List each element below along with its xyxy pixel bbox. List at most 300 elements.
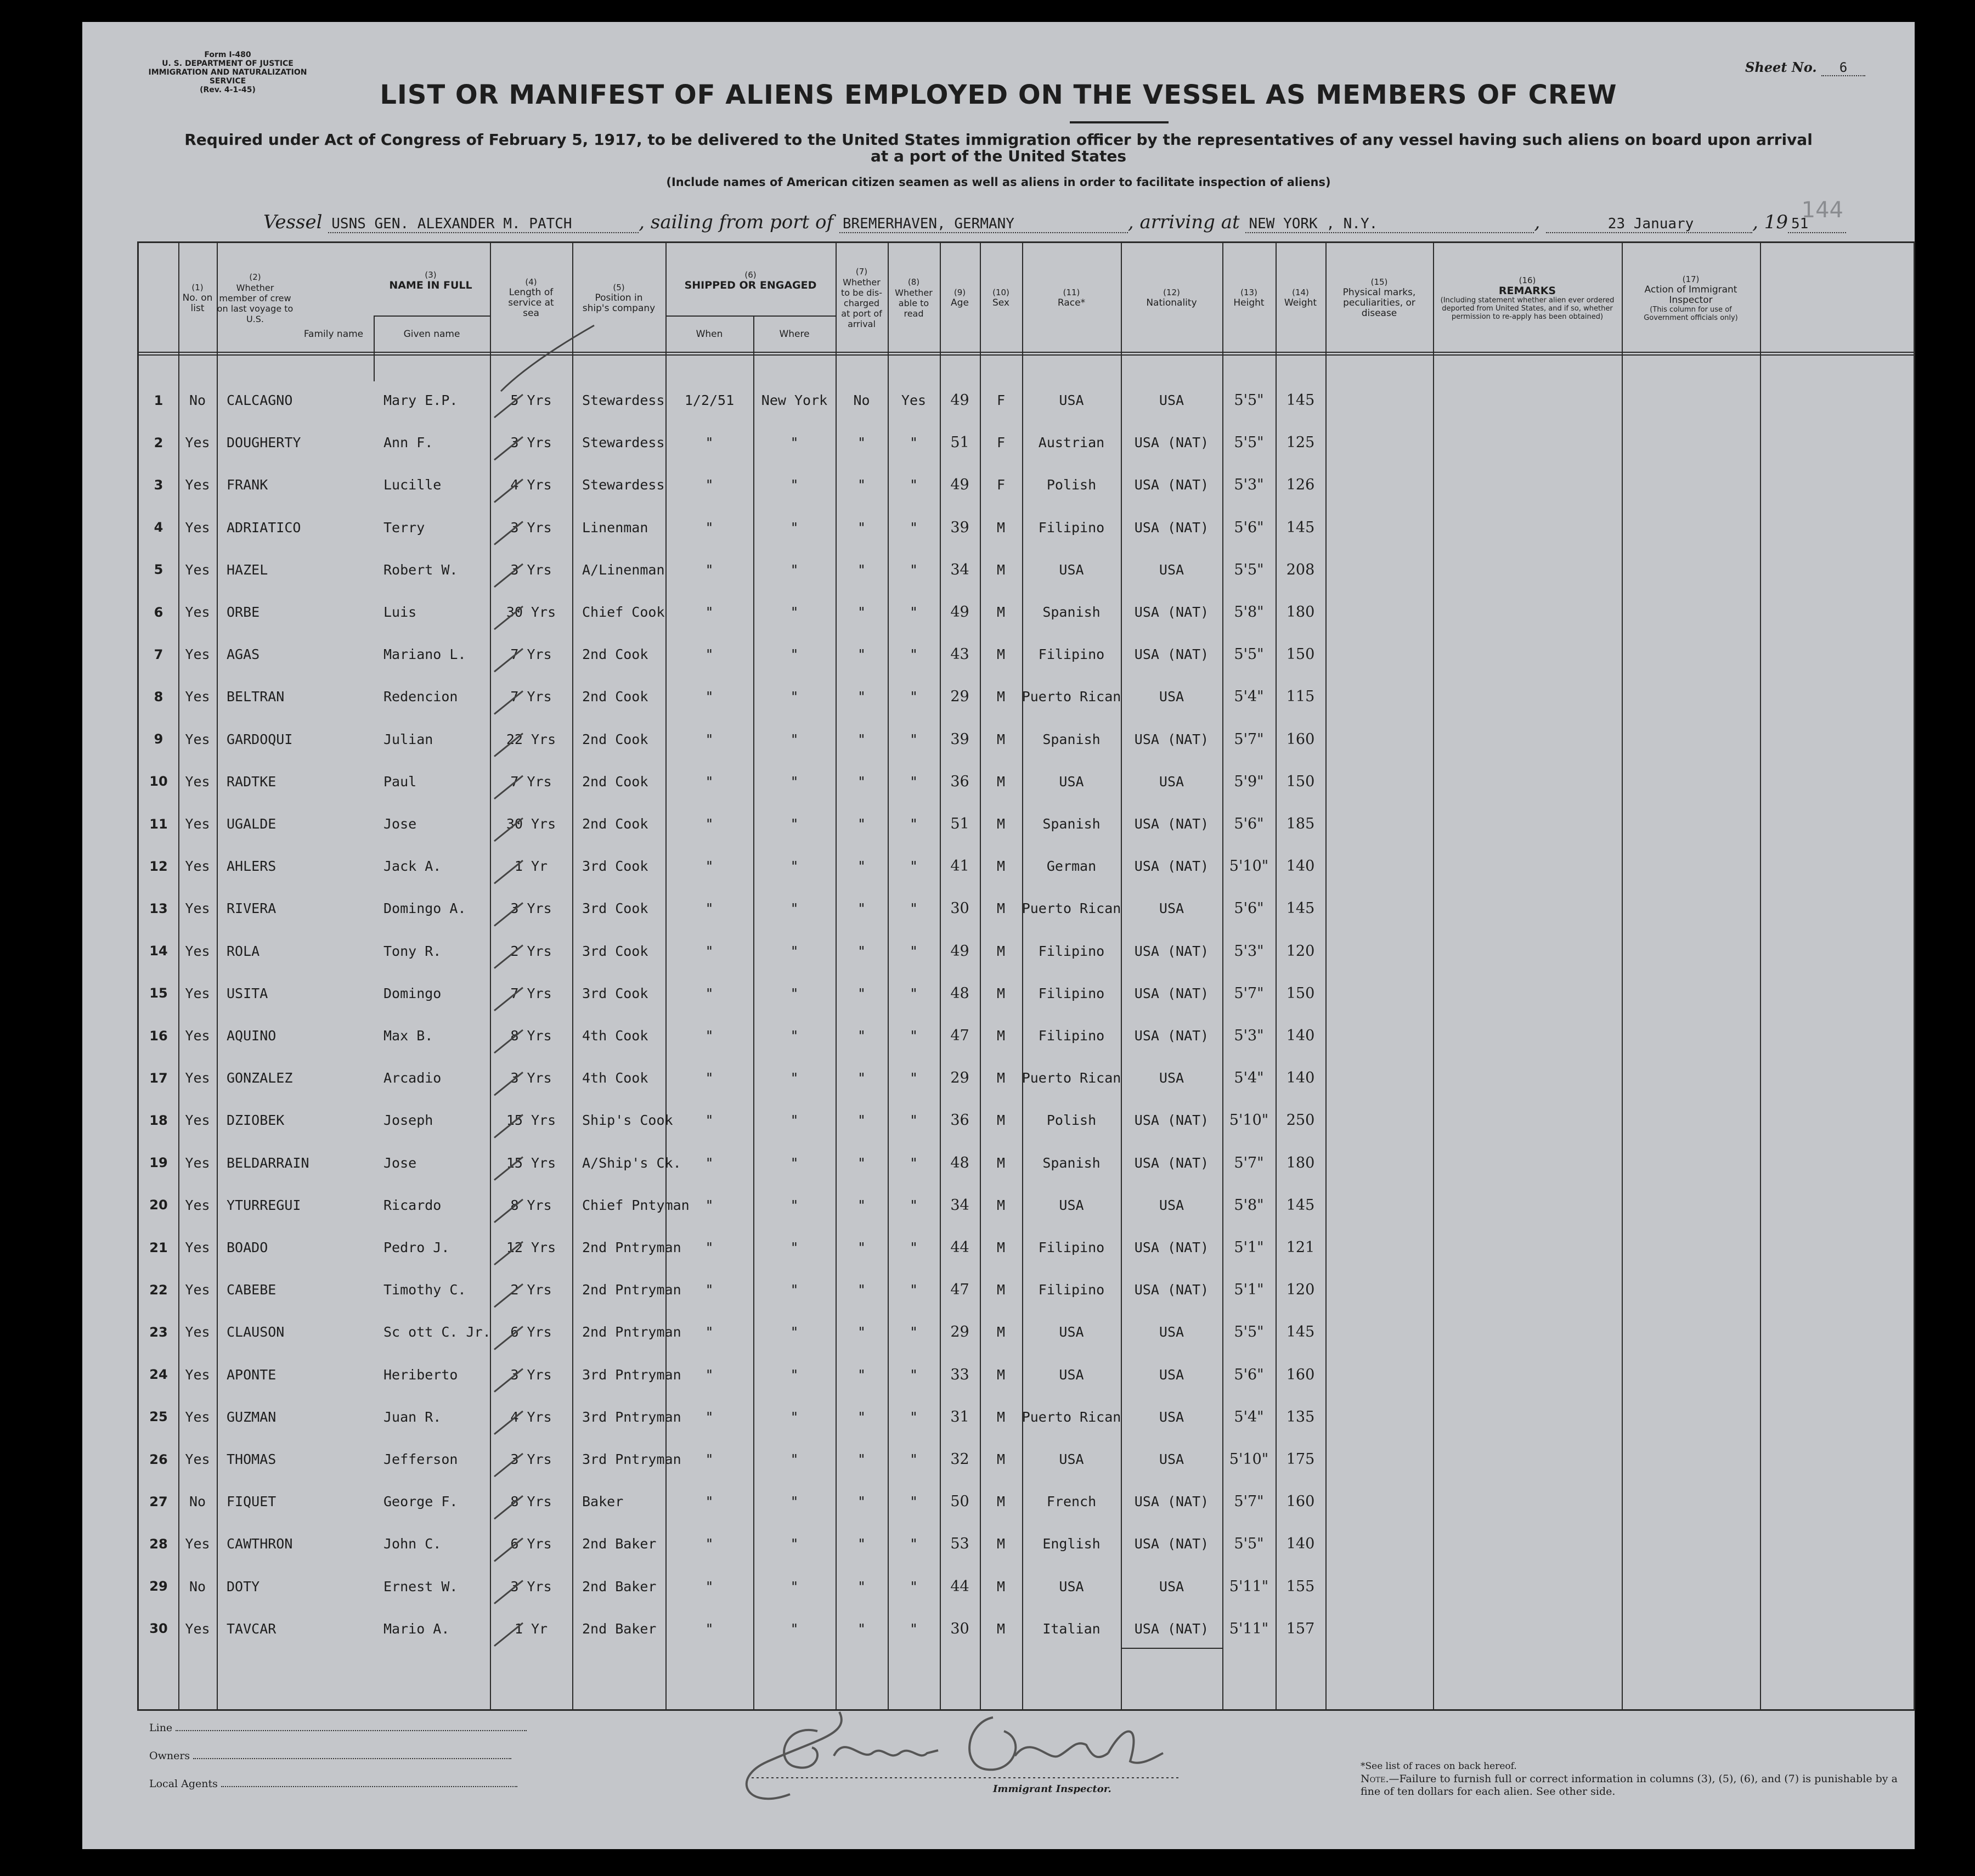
height-cell: 5'5" bbox=[1234, 434, 1264, 452]
position-cell: 3rd Pntryman bbox=[582, 1409, 681, 1425]
position-cell: Stewardess bbox=[582, 477, 665, 493]
able-to-read-cell: " bbox=[909, 477, 918, 493]
nationality-cell: USA bbox=[1159, 561, 1184, 578]
able-to-read-cell: " bbox=[909, 943, 918, 959]
service-cell: 15 Yrs bbox=[506, 1112, 556, 1129]
service-cell: 8 Yrs bbox=[510, 1494, 552, 1510]
weight-cell: 145 bbox=[1286, 392, 1315, 409]
nationality-cell: USA (NAT) bbox=[1134, 1240, 1209, 1255]
row-number: 9 bbox=[154, 731, 163, 747]
sex-cell: M bbox=[996, 561, 1006, 578]
check-mark bbox=[494, 395, 523, 418]
sex-cell: M bbox=[996, 1324, 1006, 1340]
given-name-cell: Redencion bbox=[383, 689, 458, 705]
age-cell: 49 bbox=[950, 392, 969, 409]
shipped-when-cell: " bbox=[705, 1282, 714, 1298]
sex-cell: M bbox=[996, 1620, 1006, 1637]
able-to-read-cell: Yes bbox=[901, 392, 927, 408]
shipped-when-cell: " bbox=[705, 985, 714, 1001]
discharged-cell: " bbox=[857, 689, 866, 705]
header-discharged: (7) Whether to be dis- charged at port of arrival bbox=[841, 267, 882, 329]
header-family-name: Family name bbox=[303, 328, 364, 340]
height-cell: 5'7" bbox=[1234, 1493, 1264, 1511]
position-cell: 2nd Cook bbox=[582, 816, 648, 832]
check-mark bbox=[494, 1284, 523, 1307]
nationality-cell: USA bbox=[1159, 1197, 1184, 1213]
weight-cell: 155 bbox=[1286, 1578, 1315, 1595]
race-cell: USA bbox=[1059, 1197, 1084, 1213]
able-to-read-cell: " bbox=[909, 1028, 918, 1044]
check-mark bbox=[494, 437, 523, 460]
last-voyage-cell: Yes bbox=[185, 1620, 210, 1637]
sex-cell: M bbox=[996, 900, 1006, 917]
height-cell: 5'4" bbox=[1234, 688, 1264, 706]
title-divider bbox=[1070, 121, 1169, 123]
height-cell: 5'6" bbox=[1234, 519, 1264, 536]
sheet-number-label: Sheet No. bbox=[1745, 59, 1817, 75]
able-to-read-cell: " bbox=[909, 646, 918, 663]
age-cell: 39 bbox=[950, 519, 969, 536]
family-name-cell: USITA bbox=[227, 985, 268, 1001]
able-to-read-cell: " bbox=[909, 1620, 918, 1637]
last-voyage-cell: Yes bbox=[185, 689, 210, 705]
shipped-when-cell: " bbox=[705, 435, 714, 451]
penalty-note bbox=[1361, 1773, 1909, 1798]
race-cell: Spanish bbox=[1042, 816, 1101, 832]
age-cell: 49 bbox=[950, 476, 969, 494]
position-cell: Ship's Cook bbox=[582, 1112, 673, 1129]
weight-cell: 121 bbox=[1286, 1239, 1315, 1256]
sex-cell: M bbox=[996, 773, 1006, 790]
age-cell: 34 bbox=[950, 1196, 969, 1214]
age-cell: 47 bbox=[950, 1027, 969, 1044]
last-voyage-cell: Yes bbox=[185, 816, 210, 832]
discharged-cell: " bbox=[857, 858, 866, 875]
check-mark bbox=[494, 1326, 523, 1349]
vessel-line: Vessel USNS GEN. ALEXANDER M. PATCH , sailing from port of BREMERHAVEN, GERMANY , arriving at NEW YORK , N.Y. , 23 January , 19 51 bbox=[263, 211, 1846, 233]
sex-cell: M bbox=[996, 1578, 1006, 1595]
discharged-cell: " bbox=[857, 1240, 866, 1255]
family-name-cell: DZIOBEK bbox=[227, 1112, 285, 1129]
arrival-year: 51 bbox=[1788, 216, 1846, 233]
shipped-when-cell: " bbox=[705, 1620, 714, 1637]
service-cell: 3 Yrs bbox=[510, 561, 552, 578]
shipped-when-cell: 1/2/51 bbox=[684, 392, 735, 408]
header-name-in-full: (3) NAME IN FULL bbox=[389, 269, 472, 291]
able-to-read-cell: " bbox=[909, 731, 918, 747]
row-number: 25 bbox=[149, 1409, 168, 1425]
height-cell: 5'5" bbox=[1234, 646, 1264, 663]
shipped-when-cell: " bbox=[705, 1112, 714, 1129]
shipped-where-cell: " bbox=[790, 943, 799, 959]
nationality-cell: USA (NAT) bbox=[1134, 858, 1209, 875]
stamp-number: 144 bbox=[1801, 198, 1843, 223]
able-to-read-cell: " bbox=[909, 1240, 918, 1255]
shipped-where-cell: New York bbox=[761, 392, 828, 408]
nationality-cell: USA (NAT) bbox=[1134, 519, 1209, 536]
race-cell: USA bbox=[1059, 561, 1084, 578]
position-cell: A/Ship's Ck. bbox=[582, 1154, 681, 1171]
race-cell: Filipino bbox=[1038, 1028, 1105, 1044]
check-mark bbox=[494, 649, 523, 672]
height-cell: 5'10" bbox=[1229, 1112, 1269, 1129]
service-cell: 3 Yrs bbox=[510, 1070, 552, 1086]
shipped-when-cell: " bbox=[705, 1409, 714, 1425]
sex-cell: F bbox=[996, 477, 1006, 493]
form-number: Form I-480 bbox=[204, 50, 251, 59]
last-voyage-cell: Yes bbox=[185, 773, 210, 790]
last-voyage-cell: Yes bbox=[185, 985, 210, 1001]
sex-cell: M bbox=[996, 1112, 1006, 1129]
service-cell: 1 Yr bbox=[514, 858, 548, 875]
sailing-label: , sailing from port of bbox=[639, 211, 834, 233]
sex-cell: F bbox=[996, 435, 1006, 451]
given-name-cell: Robert W. bbox=[383, 561, 458, 578]
nationality-cell: USA bbox=[1159, 1324, 1184, 1340]
header-sex: (10) Sex bbox=[992, 288, 1009, 308]
shipped-where-cell: " bbox=[790, 1197, 799, 1213]
last-voyage-cell: Yes bbox=[185, 1366, 210, 1383]
given-name-cell: Ann F. bbox=[383, 435, 433, 451]
race-cell: USA bbox=[1059, 1578, 1084, 1595]
family-name-cell: UGALDE bbox=[227, 816, 276, 832]
position-cell: Chief Cook bbox=[582, 604, 665, 620]
able-to-read-cell: " bbox=[909, 1494, 918, 1510]
discharged-cell: " bbox=[857, 561, 866, 578]
sex-cell: M bbox=[996, 689, 1006, 705]
shipped-when-cell: " bbox=[705, 773, 714, 790]
age-cell: 48 bbox=[950, 1154, 969, 1171]
height-cell: 5'11" bbox=[1229, 1578, 1269, 1595]
shipped-where-cell: " bbox=[790, 900, 799, 917]
check-mark bbox=[494, 860, 523, 883]
last-voyage-cell: Yes bbox=[185, 1240, 210, 1255]
shipped-when-cell: " bbox=[705, 1578, 714, 1595]
position-cell: 2nd Cook bbox=[582, 689, 648, 705]
discharged-cell: " bbox=[857, 1494, 866, 1510]
family-name-cell: GARDOQUI bbox=[227, 731, 293, 747]
weight-cell: 208 bbox=[1286, 561, 1315, 578]
service-cell: 12 Yrs bbox=[506, 1240, 556, 1255]
position-cell: 2nd Baker bbox=[582, 1620, 657, 1637]
position-cell: 3rd Cook bbox=[582, 943, 648, 959]
nationality-cell: USA (NAT) bbox=[1134, 985, 1209, 1001]
nationality-cell: USA (NAT) bbox=[1134, 1494, 1209, 1510]
sex-cell: M bbox=[996, 1409, 1006, 1425]
vessel-name: USNS GEN. ALEXANDER M. PATCH bbox=[328, 216, 639, 233]
shipped-when-cell: " bbox=[705, 604, 714, 620]
service-cell: 7 Yrs bbox=[510, 646, 552, 663]
service-cell: 30 Yrs bbox=[506, 604, 556, 620]
row-number: 27 bbox=[149, 1494, 168, 1509]
height-cell: 5'6" bbox=[1234, 815, 1264, 832]
shipped-when-cell: " bbox=[705, 816, 714, 832]
check-mark bbox=[494, 818, 523, 841]
row-number: 15 bbox=[149, 985, 168, 1001]
row-number: 7 bbox=[154, 646, 163, 662]
sex-cell: M bbox=[996, 646, 1006, 663]
service-cell: 3 Yrs bbox=[510, 1366, 552, 1383]
height-cell: 5'7" bbox=[1234, 984, 1264, 1002]
nationality-cell: USA bbox=[1159, 392, 1184, 408]
sex-cell: M bbox=[996, 1536, 1006, 1552]
discharged-cell: " bbox=[857, 985, 866, 1001]
family-name-cell: AGAS bbox=[227, 646, 260, 663]
discharged-cell: " bbox=[857, 1366, 866, 1383]
given-name-cell: Arcadio bbox=[383, 1070, 442, 1086]
position-cell: 3rd Pntryman bbox=[582, 1451, 681, 1467]
check-mark bbox=[494, 1369, 523, 1392]
position-cell: Stewardess bbox=[582, 392, 665, 408]
header-remarks: (16) REMARKS (Including statement whether alien ever ordered deported from United States, and if so, whether permission to re-apply has been obtained) bbox=[1440, 275, 1615, 321]
position-cell: 2nd Cook bbox=[582, 646, 648, 663]
note-label: Note. bbox=[1361, 1773, 1389, 1785]
row-number: 13 bbox=[149, 900, 168, 916]
height-cell: 5'5" bbox=[1234, 561, 1264, 578]
able-to-read-cell: " bbox=[909, 1409, 918, 1425]
given-name-cell: Mariano L. bbox=[383, 646, 466, 663]
discharged-cell: " bbox=[857, 1451, 866, 1467]
position-cell: 3rd Pntryman bbox=[582, 1366, 681, 1383]
race-cell: Italian bbox=[1042, 1620, 1101, 1637]
nationality-cell: USA bbox=[1159, 1366, 1184, 1383]
row-number: 10 bbox=[149, 774, 168, 790]
last-voyage-cell: No bbox=[189, 1578, 206, 1595]
last-voyage-cell: Yes bbox=[185, 731, 210, 747]
service-cell: 5 Yrs bbox=[510, 392, 552, 408]
shipped-where-cell: " bbox=[790, 985, 799, 1001]
crew-table bbox=[137, 241, 1915, 1711]
height-cell: 5'10" bbox=[1229, 858, 1269, 875]
race-cell: Filipino bbox=[1038, 1240, 1105, 1255]
weight-cell: 160 bbox=[1286, 730, 1315, 748]
shipped-where-cell: " bbox=[790, 1240, 799, 1255]
shipped-where-cell: " bbox=[790, 604, 799, 620]
check-mark bbox=[501, 325, 594, 391]
manifest-sheet bbox=[82, 22, 1915, 1849]
check-mark bbox=[494, 1454, 523, 1477]
family-name-cell: DOUGHERTY bbox=[227, 435, 301, 451]
weight-cell: 145 bbox=[1286, 519, 1315, 536]
able-to-read-cell: " bbox=[909, 1366, 918, 1383]
nationality-cell: USA bbox=[1159, 1070, 1184, 1086]
sex-cell: M bbox=[996, 1240, 1006, 1255]
year-prefix: 19 bbox=[1764, 211, 1788, 233]
shipped-when-cell: " bbox=[705, 943, 714, 959]
shipped-when-cell: " bbox=[705, 1366, 714, 1383]
nationality-cell: USA (NAT) bbox=[1134, 1620, 1209, 1637]
family-name-cell: BELDARRAIN bbox=[227, 1154, 309, 1171]
age-cell: 50 bbox=[950, 1493, 969, 1511]
check-mark bbox=[494, 1157, 523, 1180]
header-physical-marks: (15) Physical marks, peculiarities, or disease bbox=[1342, 277, 1416, 319]
discharged-cell: " bbox=[857, 519, 866, 536]
family-name-cell: CAWTHRON bbox=[227, 1536, 293, 1552]
last-voyage-cell: No bbox=[189, 392, 206, 408]
age-cell: 31 bbox=[950, 1408, 969, 1426]
shipped-where-cell: " bbox=[790, 435, 799, 451]
header-list-number: (1) No. on list bbox=[182, 282, 213, 314]
height-cell: 5'4" bbox=[1234, 1408, 1264, 1426]
form-department: U. S. DEPARTMENT OF JUSTICE bbox=[162, 59, 294, 68]
given-name-cell: Ernest W. bbox=[383, 1578, 458, 1595]
discharged-cell: " bbox=[857, 1578, 866, 1595]
weight-cell: 185 bbox=[1286, 815, 1315, 832]
service-cell: 3 Yrs bbox=[510, 1451, 552, 1467]
header-where: Where bbox=[779, 328, 810, 340]
sex-cell: M bbox=[996, 858, 1006, 875]
service-cell: 15 Yrs bbox=[506, 1154, 556, 1171]
given-name-cell: Max B. bbox=[383, 1028, 433, 1044]
age-cell: 51 bbox=[950, 434, 969, 452]
position-cell: 2nd Pntryman bbox=[582, 1240, 681, 1255]
last-voyage-cell: Yes bbox=[185, 477, 210, 493]
shipped-when-cell: " bbox=[705, 1197, 714, 1213]
row-number: 17 bbox=[149, 1070, 168, 1086]
family-name-cell: BOADO bbox=[227, 1240, 268, 1255]
shipped-when-cell: " bbox=[705, 1028, 714, 1044]
sex-cell: M bbox=[996, 816, 1006, 832]
height-cell: 5'10" bbox=[1229, 1451, 1269, 1468]
shipped-where-cell: " bbox=[790, 1070, 799, 1086]
position-cell: 2nd Baker bbox=[582, 1536, 657, 1552]
weight-cell: 250 bbox=[1286, 1112, 1315, 1129]
shipped-where-cell: " bbox=[790, 1536, 799, 1552]
race-cell: USA bbox=[1059, 392, 1084, 408]
last-voyage-cell: Yes bbox=[185, 1197, 210, 1213]
able-to-read-cell: " bbox=[909, 858, 918, 875]
row-number: 16 bbox=[149, 1028, 168, 1044]
discharged-cell: " bbox=[857, 1324, 866, 1340]
able-to-read-cell: " bbox=[909, 1282, 918, 1298]
line-label: Line bbox=[149, 1722, 173, 1734]
shipped-when-cell: " bbox=[705, 731, 714, 747]
able-to-read-cell: " bbox=[909, 985, 918, 1001]
row-number: 11 bbox=[149, 816, 168, 832]
arriving-label: , arriving at bbox=[1127, 211, 1240, 233]
last-voyage-cell: Yes bbox=[185, 1451, 210, 1467]
row-number: 1 bbox=[154, 392, 163, 408]
check-mark bbox=[494, 1411, 523, 1434]
shipped-where-cell: " bbox=[790, 1578, 799, 1595]
service-cell: 22 Yrs bbox=[506, 731, 556, 747]
row-number: 6 bbox=[154, 604, 163, 620]
family-name-cell: YTURREGUI bbox=[227, 1197, 301, 1213]
weight-cell: 125 bbox=[1286, 434, 1315, 452]
given-name-cell: Jose bbox=[383, 816, 417, 832]
family-name-cell: CABEBE bbox=[227, 1282, 276, 1298]
sex-cell: M bbox=[996, 731, 1006, 747]
race-cell: USA bbox=[1059, 1324, 1084, 1340]
weight-cell: 140 bbox=[1286, 858, 1315, 875]
header-given-name: Given name bbox=[403, 328, 460, 340]
header-last-voyage: (2) Whether member of crew on last voyage to U.S. bbox=[217, 272, 294, 324]
last-voyage-cell: Yes bbox=[185, 858, 210, 875]
discharged-cell: " bbox=[857, 1112, 866, 1129]
row-number: 26 bbox=[149, 1451, 168, 1467]
last-voyage-cell: Yes bbox=[185, 1112, 210, 1129]
weight-cell: 120 bbox=[1286, 942, 1315, 960]
check-mark bbox=[494, 903, 523, 926]
given-name-cell: Sc ott C. Jr. bbox=[383, 1324, 491, 1340]
nationality-cell: USA (NAT) bbox=[1134, 731, 1209, 747]
given-name-cell: John C. bbox=[383, 1536, 442, 1552]
check-mark bbox=[494, 1114, 523, 1137]
race-cell: French bbox=[1046, 1494, 1097, 1510]
header-weight: (14) Weight bbox=[1284, 288, 1317, 308]
weight-cell: 135 bbox=[1286, 1408, 1315, 1426]
weight-cell: 115 bbox=[1286, 688, 1315, 706]
given-name-cell: Jack A. bbox=[383, 858, 442, 875]
discharged-cell: " bbox=[857, 477, 866, 493]
family-name-cell: HAZEL bbox=[227, 561, 268, 578]
check-mark bbox=[494, 1199, 523, 1223]
shipped-when-cell: " bbox=[705, 900, 714, 917]
nationality-cell: USA (NAT) bbox=[1134, 816, 1209, 832]
able-to-read-cell: " bbox=[909, 1154, 918, 1171]
sex-cell: M bbox=[996, 1494, 1006, 1510]
races-note: *See list of races on back hereof. bbox=[1361, 1761, 1517, 1772]
able-to-read-cell: " bbox=[909, 689, 918, 705]
header-inspector-action: (17) Action of Immigrant Inspector (This column for use of Government officials only) bbox=[1644, 274, 1738, 322]
last-voyage-cell: Yes bbox=[185, 435, 210, 451]
able-to-read-cell: " bbox=[909, 1197, 918, 1213]
row-number: 8 bbox=[154, 689, 163, 705]
weight-cell: 140 bbox=[1286, 1027, 1315, 1044]
check-mark bbox=[494, 522, 523, 545]
shipped-where-cell: " bbox=[790, 646, 799, 663]
service-cell: 2 Yrs bbox=[510, 943, 552, 959]
nationality-cell: USA bbox=[1159, 1451, 1184, 1467]
position-cell: 2nd Cook bbox=[582, 731, 648, 747]
footnote bbox=[1361, 1760, 1909, 1798]
nationality-cell: USA (NAT) bbox=[1134, 477, 1209, 493]
shipped-when-cell: " bbox=[705, 1451, 714, 1467]
age-cell: 33 bbox=[950, 1366, 969, 1383]
nationality-cell: USA (NAT) bbox=[1134, 943, 1209, 959]
check-mark bbox=[494, 564, 523, 587]
agents-field bbox=[149, 1778, 517, 1790]
family-name-cell: APONTE bbox=[227, 1366, 276, 1383]
shipped-where-cell: " bbox=[790, 689, 799, 705]
able-to-read-cell: " bbox=[909, 1112, 918, 1129]
family-name-cell: TAVCAR bbox=[227, 1620, 276, 1637]
able-to-read-cell: " bbox=[909, 1451, 918, 1467]
discharged-cell: " bbox=[857, 646, 866, 663]
last-voyage-cell: Yes bbox=[185, 1070, 210, 1086]
height-cell: 5'3" bbox=[1234, 476, 1264, 494]
check-mark bbox=[494, 1538, 523, 1561]
shipped-when-cell: " bbox=[705, 1240, 714, 1255]
family-name-cell: DOTY bbox=[227, 1578, 260, 1595]
header-length-of-service: (4) Length of service at sea bbox=[508, 277, 554, 319]
age-cell: 32 bbox=[950, 1451, 969, 1468]
service-cell: 3 Yrs bbox=[510, 900, 552, 917]
age-cell: 53 bbox=[950, 1535, 969, 1553]
age-cell: 44 bbox=[950, 1578, 969, 1595]
race-cell: USA bbox=[1059, 1366, 1084, 1383]
nationality-cell: USA (NAT) bbox=[1134, 604, 1209, 620]
inspector-label: Immigrant Inspector. bbox=[993, 1783, 1111, 1795]
weight-cell: 145 bbox=[1286, 1196, 1315, 1214]
row-number: 28 bbox=[149, 1536, 168, 1552]
shipped-when-cell: " bbox=[705, 1494, 714, 1510]
height-cell: 5'9" bbox=[1234, 773, 1264, 790]
header-nationality: (12) Nationality bbox=[1146, 288, 1197, 308]
weight-cell: 150 bbox=[1286, 646, 1315, 663]
age-cell: 48 bbox=[950, 984, 969, 1002]
sex-cell: M bbox=[996, 943, 1006, 959]
